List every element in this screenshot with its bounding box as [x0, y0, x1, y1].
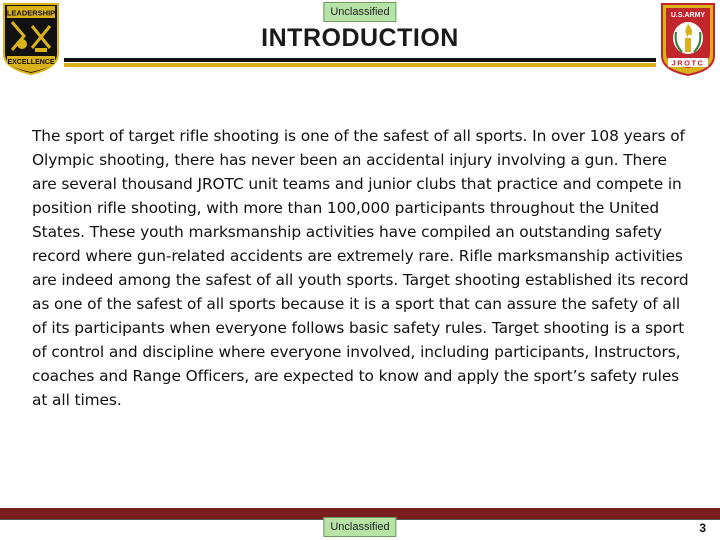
page-number: 3	[699, 521, 706, 535]
left-logo-text-bottom: EXCELLENCE	[7, 59, 55, 66]
left-logo-text-top: LEADERSHIP	[6, 8, 56, 18]
title-rule-black	[64, 58, 656, 62]
page-title: INTRODUCTION	[261, 24, 459, 52]
title-rule-gold	[64, 63, 656, 67]
classification-banner-bottom: Unclassified	[323, 517, 396, 537]
right-logo-text-top: U.S.ARMY	[670, 12, 706, 19]
classification-banner-top: Unclassified	[323, 2, 396, 22]
intro-paragraph: The sport of target rifle shooting is one of the safest of all sports. In over 108 years of Olympic shooting, there has never been an accidental injury involving a gun. There are several thousand JROTC unit teams and junior clubs that practice and compete in position rifle shooting, with more than 100,000 participants throughout the United States. These youth marksmanship activities have compiled an outstanding safety record where gun-related accidents are extremely rare. Rifle marksmanship activities are indeed among the safest of all youth sports. Target shooting established its record as one of the safest of all sports because it is a sport that can assure the safety of all of its participants when everyone follows basic safety rules. Target shooting is a sport of control and discipline where everyone involved, including participants, Instructors, coaches and Range Officers, are expected to know and apply the sport’s safety rules at all times.	[32, 127, 689, 409]
right-logo-text-bottom: JROTC	[671, 58, 705, 68]
